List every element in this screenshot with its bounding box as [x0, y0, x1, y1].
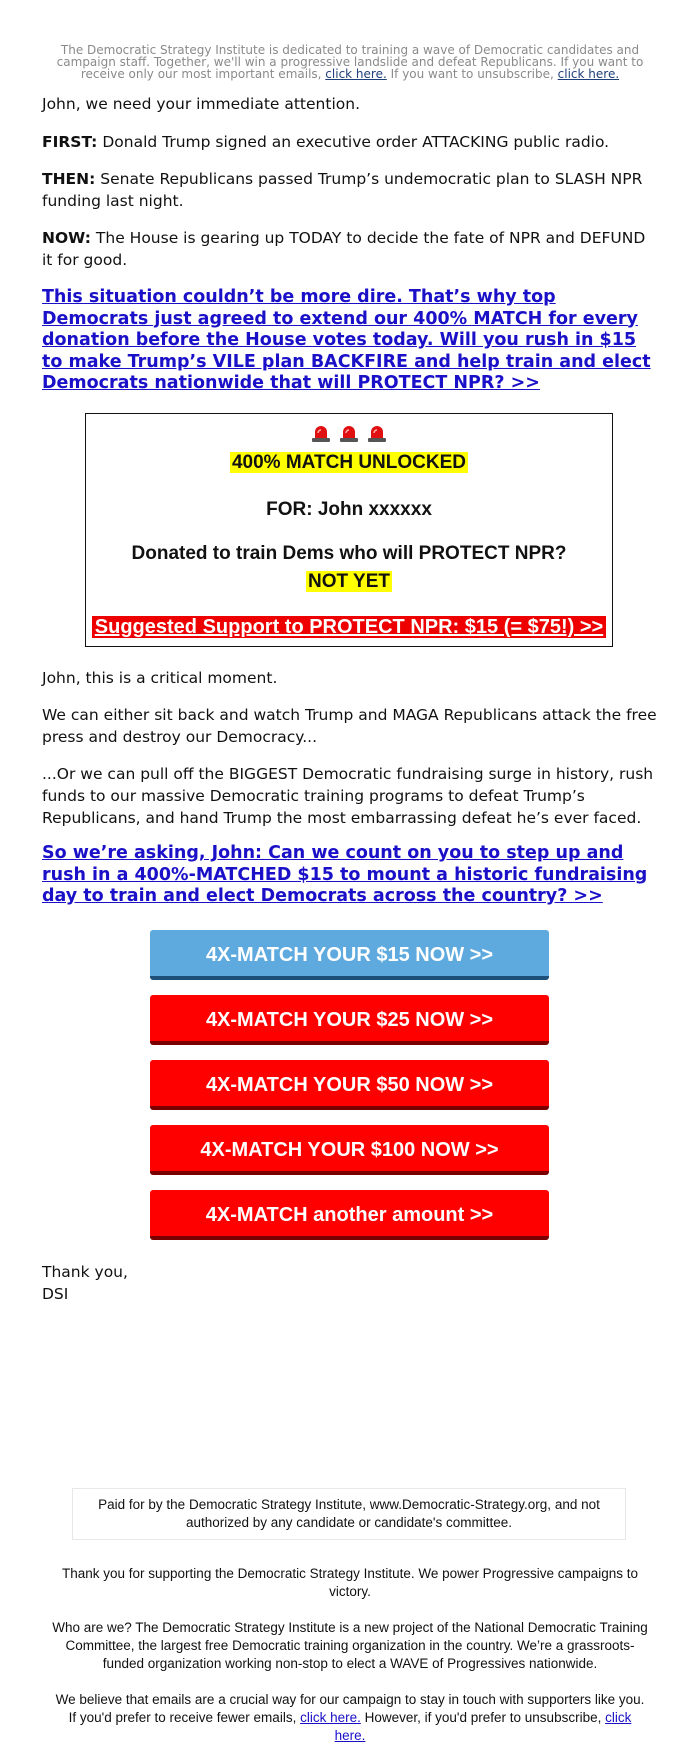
match-100-button[interactable]: 4X-MATCH YOUR $100 NOW >> — [150, 1125, 549, 1175]
signoff-name: DSI — [42, 1285, 69, 1303]
match-for-line: FOR: John xxxxxx — [266, 499, 432, 520]
match-50-button[interactable]: 4X-MATCH YOUR $50 NOW >> — [150, 1060, 549, 1110]
first-text: Donald Trump signed an executive order ATTACKING public radio. — [102, 133, 610, 151]
siren-icon — [311, 425, 331, 442]
preheader-text: The Democratic Strategy Institute is dedicated to training a wave of Democratic candidates and campaign staff. Together, we'll win a progressive landslide and defeat Republicans. If you want to receive only our most important emails, — [56, 43, 644, 81]
footer-emails — [52, 1691, 648, 1745]
alarm-icons — [86, 425, 612, 447]
footer-thanks: Thank you for supporting the Democratic Strategy Institute. We power Progressive campaigns to victory. — [61, 1566, 639, 1599]
match-box — [85, 413, 613, 647]
first-paragraph — [42, 131, 662, 153]
support-link-row — [86, 615, 612, 639]
footer-unsubscribe-link[interactable]: click here. — [334, 1710, 632, 1743]
donate-cta-link-top[interactable]: This situation couldn’t be more dire. That’s why top Democrats just agreed to extend our 400% MATCH for every donation before the House votes today. Will you rush in $15 to make Trump’s VILE plan BACKFIRE and help train and elect Democrats nationwide that will PROTECT NPR? >> — [42, 287, 651, 393]
suggested-support-link[interactable]: Suggested Support to PROTECT NPR: $15 (= $75!) >> — [92, 616, 606, 638]
footer-emails-text: We believe that emails are a crucial way for our campaign to stay in touch with supporters like you. If you'd prefer to receive fewer emails, — [55, 1692, 645, 1725]
siren-icon — [367, 425, 387, 442]
match-other-amount-button[interactable]: 4X-MATCH another amount >> — [150, 1190, 549, 1240]
then-paragraph — [42, 168, 654, 212]
footer-emails-text-2: However, if you'd prefer to unsubscribe, — [364, 1710, 602, 1725]
signoff-thanks: Thank you, — [42, 1263, 128, 1281]
first-label: FIRST: — [42, 133, 98, 151]
critical-moment-paragraph: John, this is a critical moment. — [42, 669, 278, 687]
now-label: NOW: — [42, 229, 91, 247]
match-headline: 400% MATCH UNLOCKED — [231, 452, 466, 473]
fewer-emails-link[interactable]: click here. — [325, 67, 387, 81]
preheader-text-2: If you want to unsubscribe, — [390, 67, 554, 81]
donate-cta-link-bottom[interactable]: So we’re asking, John: Can we count on you to step up and rush in a 400%-MATCHED $15 to mount a historic fundraising day to train and elect Democrats across the country? >> — [42, 843, 648, 906]
siren-icon — [339, 425, 359, 442]
greeting: John, we need your immediate attention. — [42, 95, 360, 113]
fundraising-surge-paragraph: ...Or we can pull off the BIGGEST Democratic fundraising surge in history, rush funds to our massive Democratic training programs to defeat Trump’s Republicans, and hand Trump the most embarrassing defeat he’s ever faced. — [42, 765, 654, 827]
sit-back-paragraph: We can either sit back and watch Trump and MAGA Republicans attack the free press and destroy our Democracy... — [42, 706, 657, 746]
then-text: Senate Republicans passed Trump’s undemocratic plan to SLASH NPR funding last night. — [42, 170, 643, 210]
match-25-button[interactable]: 4X-MATCH YOUR $25 NOW >> — [150, 995, 549, 1045]
preheader — [52, 44, 648, 80]
footer-fewer-emails-link[interactable]: click here. — [300, 1710, 361, 1725]
match-status: NOT YET — [308, 571, 390, 592]
match-status-row — [86, 570, 612, 594]
signoff — [42, 1261, 128, 1305]
match-headline-row — [86, 451, 612, 475]
now-text: The House is gearing up TODAY to decide the fate of NPR and DEFUND it for good. — [42, 229, 646, 269]
unsubscribe-link[interactable]: click here. — [557, 67, 620, 81]
footer-who-are-we: Who are we? The Democratic Strategy Institute is a new project of the National Democratic Training Committee, the largest free Democratic training organization in the country. We’re a grassroots-funded organization working non-stop to elect a WAVE of Progressives nationwide. — [52, 1620, 648, 1671]
then-label: THEN: — [42, 170, 96, 188]
now-paragraph — [42, 227, 654, 271]
paid-for-disclaimer: Paid for by the Democratic Strategy Institute, www.Democratic-Strategy.org, and not authorized by any candidate or candidate's committee. — [72, 1488, 626, 1540]
match-question: Donated to train Dems who will PROTECT NPR? — [131, 543, 567, 564]
match-15-button[interactable]: 4X-MATCH YOUR $15 NOW >> — [150, 930, 549, 980]
